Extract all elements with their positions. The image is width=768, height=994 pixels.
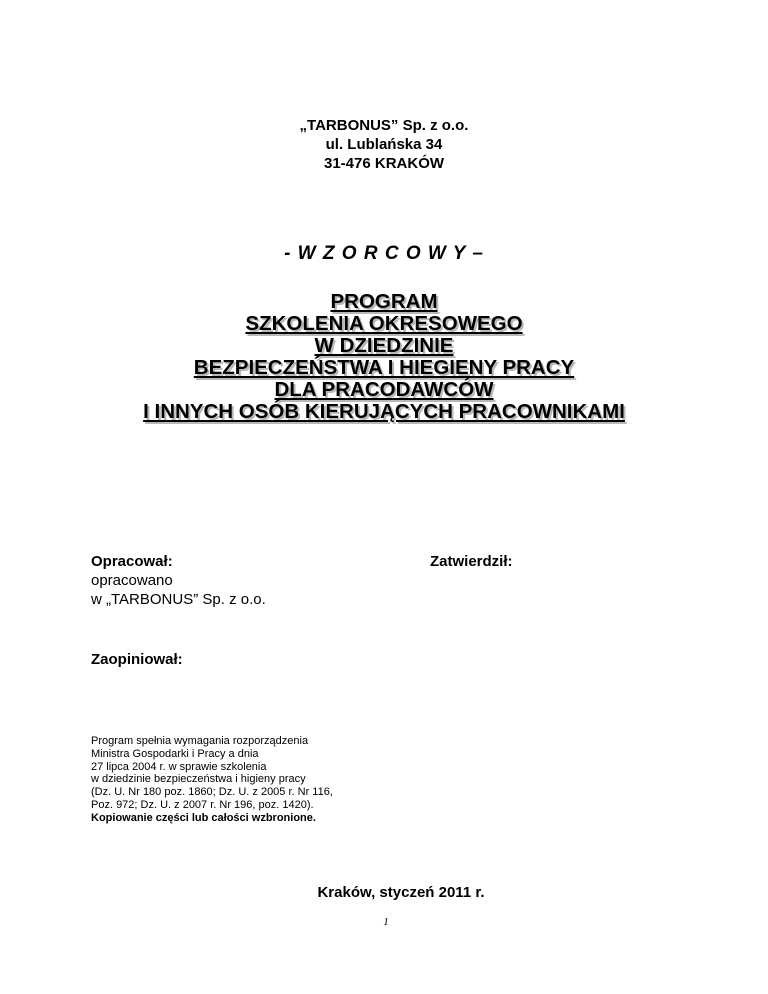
template-mark: - W Z O R C O W Y – [284, 243, 484, 264]
company-city: 31-476 KRAKÓW [323, 155, 445, 172]
title-line: I INNYCH OSÓB KIERUJĄCYCH PRACOWNIKAMI [143, 400, 625, 423]
document-title [0, 291, 768, 423]
page-number: 1 [383, 916, 389, 928]
place-and-date: Kraków, styczeń 2011 r. [317, 884, 485, 901]
title-line: BEZPIECZEŃSTWA I HIEGIENY PRACY [193, 356, 575, 379]
legal-note-line: w dziedzinie bezpieczeństwa i higieny pracy [91, 773, 306, 786]
legal-note-line: Ministra Gospodarki i Pracy a dnia [91, 747, 259, 760]
approved-by-label: Zatwierdził: [430, 553, 513, 570]
legal-note-line: 27 lipca 2004 r. w sprawie szkolenia [91, 760, 267, 773]
legal-note [91, 735, 333, 825]
company-header [0, 116, 768, 173]
title-line: PROGRAM [330, 290, 438, 313]
legal-note-line: Poz. 972; Dz. U. z 2007 r. Nr 196, poz. 1420). [91, 798, 314, 811]
company-street: ul. Lublańska 34 [325, 136, 443, 153]
reviewed-by-label: Zaopiniował: [91, 651, 183, 668]
legal-note-line: Program spełnia wymagania rozporządzenia [91, 735, 309, 747]
title-line: SZKOLENIA OKRESOWEGO [245, 312, 523, 335]
company-name: „TARBONUS” Sp. z o.o. [299, 117, 469, 134]
title-line: DLA PRACODAWCÓW [274, 378, 494, 401]
prepared-by-label: Opracował: [91, 553, 173, 570]
prepared-by-line: opracowano [91, 572, 173, 589]
prepared-by-line: w „TARBONUS” Sp. z o.o. [91, 591, 266, 608]
legal-note-line: (Dz. U. Nr 180 poz. 1860; Dz. U. z 2005 r. Nr 116, [91, 786, 333, 799]
title-line: W DZIEDZINIE [314, 334, 454, 357]
prepared-by-block [91, 552, 266, 609]
copyright-notice: Kopiowanie części lub całości wzbronione. [91, 811, 316, 824]
